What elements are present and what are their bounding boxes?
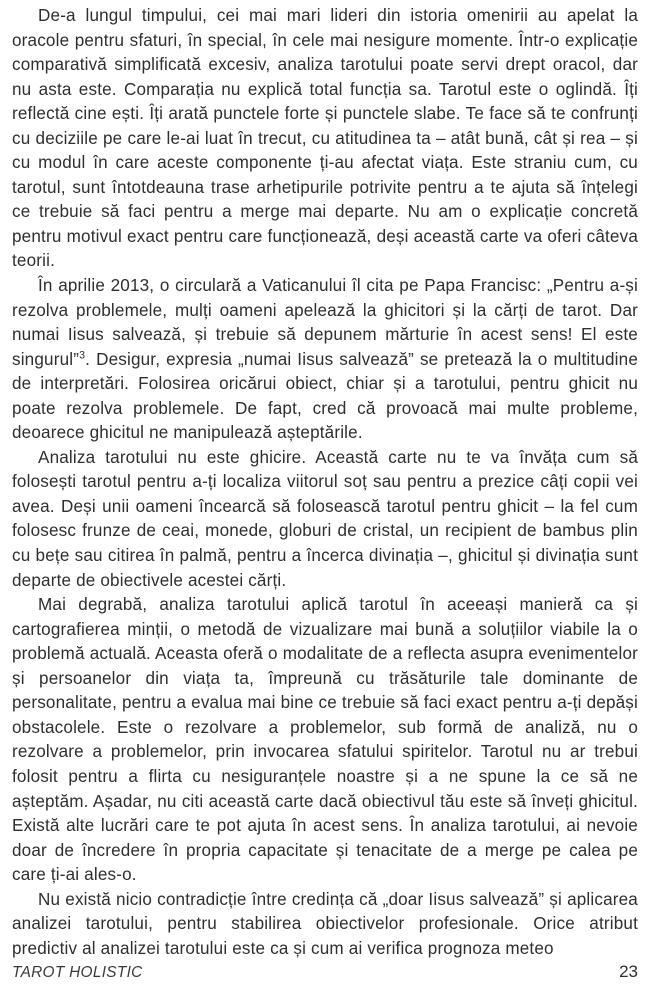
running-title: TAROT HOLISTIC [12, 964, 143, 981]
body-text-column [12, 4, 638, 961]
paragraph-3: Analiza tarotului nu este ghicire. Această carte nu te va învăța cum să folosești tarotul pentru a-ți localiza viitorul soț sau pentru a prezice câți copii vei avea. Deși unii oameni încearcă să folosească tarotul pentru ghicit – la fel cum folosesc frunze de ceai, monede, globuri de cristal, un recipient de bambus plin cu bețe sau citirea în palmă, pentru a încerca divinația –, ghicitul și divinația sunt departe de obiectivele acestei cărți. [12, 447, 638, 590]
paragraph-5: Nu există nicio contradicție între credința că „doar Iisus salvează” și aplicarea analizei tarotului, pentru stabilirea obiectivelor profesionale. Orice atribut predictiv al analizei tarotului este ca și cum ai verifica prognoza meteo [12, 889, 638, 958]
paragraph-2-text-after-note: . Desigur, expresia „numai Iisus salvează” se pretează la o multitudine de interpretări. Folosirea oricărui obiect, chiar și a tarotului, pentru ghicit nu poate rezolva problemele. De fapt, cred că provoacă mai multe probleme, deoarece ghicitul ne manipulează așteptările. [12, 349, 638, 443]
page-footer [12, 962, 638, 986]
footnote-marker-3[interactable]: 3 [79, 348, 86, 361]
paragraph-4: Mai degrabă, analiza tarotului aplică tarotul în aceeași manieră ca și cartografierea minții, o metodă de vizualizare mai bună a soluțiilor viabile la o problemă actuală. Aceasta oferă o modalitate de a reflecta asupra evenimentelor și persoanelor din viața ta, împreună cu trăsăturile tale dominante de personalitate, pentru a evalua mai bine ce trebuie să faci exact pentru a-ți depăși obstacolele. Este o rezolvare a problemelor, sub formă de analiză, nu o rezolvare a problemelor, prin invocarea sfatului spiritelor. Tarotul nu ar trebui folosit pentru a flirta cu nesiguranțele noastre și a ne spune la ce să ne așteptăm. Așadar, nu citi această carte dacă obiectivul tău este să înveți ghicitul. Există alte lucrări care te pot ajuta în acest sens. În analiza tarotului, ai nevoie doar de încredere în propria capacitate și tenacitate de a merge pe calea pe care ți-ai ales-o. [12, 595, 638, 885]
paragraph-2-text-before-note: În aprilie 2013, o circulară a Vaticanului îl cita pe Papa Francisc: „Pentru a-și rezolva problemele, mulți oameni apelează la ghicitori și la cărți de tarot. Dar numai Iisus salvează, și trebuie să depunem mărturie în acest sens! El este singurul” [12, 276, 638, 369]
paragraph-2 [12, 274, 638, 446]
page-number: 23 [619, 962, 638, 981]
paragraph-1: De-a lungul timpului, cei mai mari lideri din istoria omenirii au apelat la oracole pentru sfaturi, în special, în cele mai nesigure momente. Într-o explicație comparativă simplificată excesiv, analiza tarotului poate servi drept oracol, dar nu asta este. Comparația nu explică total funcția sa. Tarotul este o oglindă. Îți reflectă cine ești. Îți arată punctele forte și punctele slabe. Te face să te confrunți cu deciziile pe care le-ai luat în trecut, cu atitudinea ta – atât bună, cât și rea – și cu modul în care aceste componente ți-au afectat viața. Este straniu cum, cu tarotul, sunt întotdeauna trase arhetipurile potrivite pentru a te ajuta să înțelegi ce trebuie să faci pentru a merge mai departe. Nu am o explicație concretă pentru motivul exact pentru care funcționează, deși această carte va oferi câteva teorii. [12, 6, 638, 271]
